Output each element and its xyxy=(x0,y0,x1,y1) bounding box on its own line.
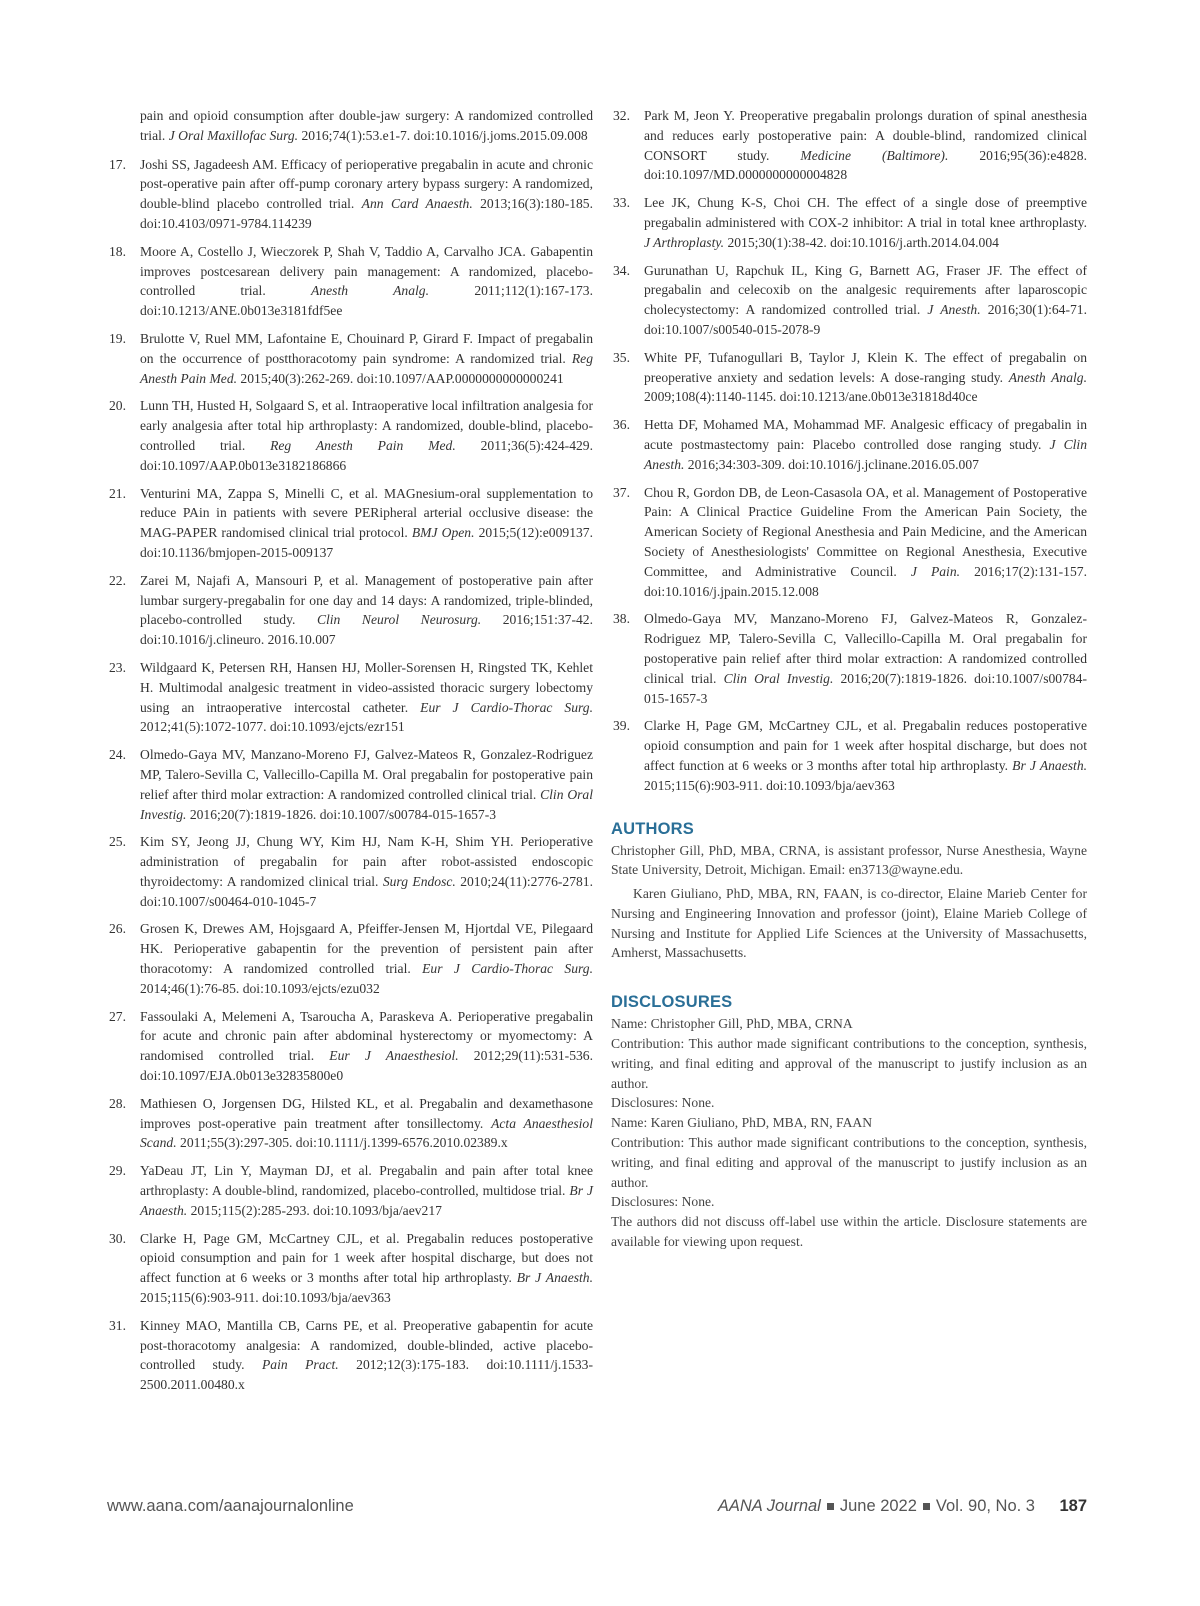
reference-number: 25. xyxy=(109,834,126,850)
reference-number: 33. xyxy=(613,195,630,211)
reference-number: 23. xyxy=(109,659,126,675)
reference-text: Olmedo-Gaya MV, Manzano-Moreno FJ, Galvez-Mateos R, Gonzalez-Rodriguez MP, Talero-Sevilla C, Vallecillo-Capilla M. Oral pregabalin for postoperative pain relief after third molar extraction: A randomized controlled clinical trial. xyxy=(644,611,1087,686)
reference-journal: Acta Anaesthesiol Scand. xyxy=(140,1115,593,1151)
reference-text: pain and opioid consumption after double-jaw surgery: A randomized controlled trial. xyxy=(140,108,593,143)
reference-text: White PF, Tufanogullari B, Taylor J, Klein K. The effect of pregabalin on preoperative anxiety and sedation levels: A dose-ranging study. xyxy=(644,349,1087,385)
reference-item xyxy=(107,1316,593,1395)
reference-text: Park M, Jeon Y. Preoperative pregabalin prolongs duration of spinal anesthesia and reduces early postoperative pain: A double-blind, randomized clinical CONSORT study. xyxy=(644,108,1087,163)
reference-number: 37. xyxy=(613,484,630,500)
reference-number: 35. xyxy=(613,349,630,365)
reference-journal: Clin Oral Investig. xyxy=(140,786,594,822)
reference-citation: 2016;95(36):e4828. doi:10.1097/MD.0000000000004828 xyxy=(644,147,1087,183)
reference-journal: BMJ Open. xyxy=(411,525,475,541)
reference-citation: 2015;40(3):262-269. doi:10.1097/AAP.0000000000000241 xyxy=(237,370,564,386)
reference-journal: Pain Pract. xyxy=(261,1357,339,1373)
reference-text: Chou R, Gordon DB, de Leon-Casasola OA, et al. Management of Postoperative Pain: A Clinical Practice Guideline From the American Pain Society, the American Society of Regional Anesthesia and Pain Medicine, and the American Society of Anesthesiologists' Committee on Regional Anesthesia, Executive Committee, and Administrative Council. xyxy=(644,484,1087,579)
authors-section xyxy=(611,820,1087,964)
page-number: 187 xyxy=(1059,1497,1087,1515)
reference-number: 27. xyxy=(109,1008,126,1024)
journal-url-link[interactable]: www.aana.com/aanajournalonline xyxy=(107,1497,354,1515)
reference-text: Clarke H, Page GM, McCartney CJL, et al. Pregabalin reduces postoperative opioid consumption and pain for 1 week after hospital discharge, but does not affect function at 6 weeks or 3 months after total hip arthroplasty. xyxy=(140,1230,593,1286)
reference-number: 31. xyxy=(109,1317,126,1333)
reference-number: 19. xyxy=(109,330,126,346)
reference-text: Wildgaard K, Petersen RH, Hansen HJ, Moller-Sorensen H, Ringsted TK, Kehlet H. Multimodal analgesic treatment in video-assisted thoracic surgery lobectomy using an intraoperative intercostal catheter. xyxy=(140,659,593,715)
reference-journal: Anesth Analg. xyxy=(311,283,429,299)
reference-text: Lee JK, Chung K-S, Choi CH. The effect of a single dose of preemptive pregabalin administered with COX-2 inhibitor: A trial in total knee arthroplasty. xyxy=(644,195,1087,230)
reference-citation: 2011;36(5):424-429. doi:10.1097/AAP.0b013e3182186866 xyxy=(140,437,593,473)
reference-text: Zarei M, Najafi A, Mansouri P, et al. Management of postoperative pain after lumbar surgery-pregabalin for one day and 14 days: A randomized, triple-blinded, placebo-controlled study. xyxy=(140,572,593,628)
reference-journal: Eur J Cardio-Thorac Surg. xyxy=(420,699,594,715)
reference-number: 20. xyxy=(109,398,126,414)
reference-text: Moore A, Costello J, Wieczorek P, Shah V, Taddio A, Carvalho JCA. Gabapentin improves postcesarean delivery pain management: A randomized, placebo-controlled trial. xyxy=(140,243,593,299)
reference-text: Joshi SS, Jagadeesh AM. Efficacy of perioperative pregabalin in acute and chronic post-operative pain after off-pump coronary artery bypass surgery: A randomized, double-blind placebo controlled trial. xyxy=(140,156,593,212)
left-column xyxy=(107,106,593,1403)
reference-citation: 2016;30(1):64-71. doi:10.1007/s00540-015-2078-9 xyxy=(644,302,1087,337)
reference-citation: 2016;34:303-309. doi:10.1016/j.jclinane.2016.05.007 xyxy=(684,456,979,472)
reference-journal: J Clin Anesth. xyxy=(644,436,1087,472)
reference-number: 26. xyxy=(109,921,126,937)
reference-journal: Ann Card Anaesth. xyxy=(361,196,473,212)
reference-number: 38. xyxy=(613,611,630,627)
reference-citation: 2015;115(2):285-293. doi:10.1093/bja/aev217 xyxy=(187,1202,442,1218)
disclosure-line: The authors did not discuss off-label use within the article. Disclosure statements are available for viewing upon request. xyxy=(611,1214,1087,1250)
reference-number: 28. xyxy=(109,1095,126,1111)
reference-text: Brulotte V, Ruel MM, Lafontaine E, Chouinard P, Girard F. Impact of pregabalin on the occurrence of postthoracotomy pain syndrome: A randomized trial. xyxy=(140,330,593,366)
reference-citation: 2012;29(11):531-536. doi:10.1097/EJA.0b013e32835800e0 xyxy=(140,1048,593,1084)
reference-number: 21. xyxy=(109,485,126,501)
reference-journal: J Oral Maxillofac Surg. xyxy=(168,127,299,143)
reference-item xyxy=(611,193,1087,252)
reference-journal: J Anesth. xyxy=(927,302,981,318)
volume-number: Vol. 90, No. 3 xyxy=(935,1497,1035,1515)
reference-item xyxy=(107,1007,593,1086)
disclosure-line: Disclosures: None. xyxy=(611,1095,715,1111)
reference-item xyxy=(107,484,593,563)
disclosure-line: Contribution: This author made significant contributions to the conception, synthesis, writing, and final editing and approval of the manuscript to justify inclusion as an author. xyxy=(611,1036,1087,1091)
reference-number: 32. xyxy=(613,108,630,123)
disclosure-line: Name: Christopher Gill, PhD, MBA, CRNA xyxy=(611,1016,853,1032)
reference-journal: Surg Endosc. xyxy=(382,873,456,889)
reference-citation: 2016;20(7):1819-1826. doi:10.1007/s00784-015-1657-3 xyxy=(186,806,497,822)
disclosure-line: Name: Karen Giuliano, PhD, MBA, RN, FAAN xyxy=(611,1115,873,1131)
author-bio-gill: Christopher Gill, PhD, MBA, CRNA, is assistant professor, Nurse Anesthesia, Wayne State University, Detroit, Michigan. Email: en3713@wayne.edu. xyxy=(611,842,1087,878)
reference-text: Kinney MAO, Mantilla CB, Carns PE, et al. Preoperative gabapentin for acute post-thoracotomy analgesia: A randomized, double-blinded, active placebo-controlled study. xyxy=(140,1317,593,1373)
reference-text: Lunn TH, Husted H, Solgaard S, et al. Intraoperative local infiltration analgesia for early analgesia after total hip arthroplasty: A randomized, double-blind, placebo-controlled trial. xyxy=(140,398,593,453)
reference-item xyxy=(107,832,593,911)
right-column xyxy=(611,106,1087,1252)
reference-number: 34. xyxy=(613,262,630,278)
reference-text: Mathiesen O, Jorgensen DG, Hilsted KL, et al. Pregabalin and dexamethasone improves post-operative pain treatment after tonsillectomy. xyxy=(140,1095,593,1131)
reference-journal: Eur J Cardio-Thorac Surg. xyxy=(422,961,593,977)
reference-citation: 2009;108(4):1140-1145. doi:10.1213/ane.0b013e31818d40ce xyxy=(644,389,978,405)
reference-text: Grosen K, Drewes AM, Hojsgaard A, Pfeiffer-Jensen M, Hjortdal VE, Pilegaard HK. Perioperative gabapentin for the prevention of persistent pain after thoracotomy: A randomized controlled trial. xyxy=(140,921,593,977)
reference-text: Fassoulaki A, Melemeni A, Tsaroucha A, Paraskeva A. Perioperative pregabalin for acute and chronic pain after abdominal hysterectomy or myomectomy: A randomised controlled trial. xyxy=(140,1008,593,1064)
authors-heading: AUTHORS xyxy=(611,819,694,838)
reference-item xyxy=(107,329,593,388)
reference-item xyxy=(611,415,1087,474)
reference-text: Venturini MA, Zappa S, Minelli C, et al. MAGnesium-oral supplementation to reduce PAin in patients with severe PERipheral arterial occlusive disease: the MAG-PAPER randomised clinical trial protocol. xyxy=(140,485,593,541)
reference-text: Clarke H, Page GM, McCartney CJL, et al. Pregabalin reduces postoperative opioid consumption and pain for 1 week after hospital discharge, but does not affect function at 6 weeks or 3 months after total hip arthroplasty. xyxy=(644,718,1087,773)
reference-citation: 2011;55(3):297-305. doi:10.1111/j.1399-6576.2010.02389.x xyxy=(176,1135,508,1151)
reference-item xyxy=(611,483,1087,602)
author-bio-giuliano: Karen Giuliano, PhD, MBA, RN, FAAN, is co-director, Elaine Marieb Center for Nursing and Engineering Innovation and professor (joint), Elaine Marieb College of Nursing and Institute for Applied Life Sciences at the University of Massachusetts, Amherst, Massachusetts. xyxy=(611,886,1087,961)
reference-item xyxy=(107,658,593,737)
reference-citation: 2014;46(1):76-85. doi:10.1093/ejcts/ezu032 xyxy=(140,980,380,996)
reference-citation: 2015;30(1):38-42. doi:10.1016/j.arth.2014.04.004 xyxy=(724,234,999,250)
reference-citation: 2012;12(3):175-183. doi:10.1111/j.1533-2500.2011.00480.x xyxy=(140,1357,593,1393)
separator-square-icon xyxy=(827,1503,834,1510)
reference-item xyxy=(107,919,593,998)
separator-square-icon xyxy=(923,1503,930,1510)
reference-citation: 2013;16(3):180-185. doi:10.4103/0971-9784.114239 xyxy=(140,196,594,231)
reference-journal: Medicine (Baltimore). xyxy=(800,147,949,163)
reference-journal: Clin Oral Investig. xyxy=(723,670,834,686)
reference-item xyxy=(611,716,1087,795)
reference-item xyxy=(107,1161,593,1220)
reference-number: 39. xyxy=(613,718,630,734)
reference-item xyxy=(107,745,593,824)
reference-journal: Reg Anesth Pain Med. xyxy=(270,437,456,453)
reference-citation: 2016;20(7):1819-1826. doi:10.1007/s00784-015-1657-3 xyxy=(644,670,1088,706)
reference-item xyxy=(107,106,593,146)
reference-journal: J Arthroplasty. xyxy=(644,234,725,250)
reference-text: Olmedo-Gaya MV, Manzano-Moreno FJ, Galvez-Mateos R, Gonzalez-Rodriguez MP, Talero-Sevilla C, Vallecillo-Capilla M. Oral pregabalin for postoperative pain relief after third molar extraction: A randomized controlled clinical trial. xyxy=(140,747,593,802)
reference-text: Kim SY, Jeong JJ, Chung WY, Kim HJ, Nam K-H, Shim YH. Perioperative administration of pregabalin for pain after robot-assisted endoscopic thyroidectomy: A randomized clinical trial. xyxy=(140,834,593,889)
reference-item xyxy=(611,261,1087,340)
journal-citation xyxy=(718,1497,1035,1516)
reference-journal: Anesth Analg. xyxy=(1008,369,1087,385)
reference-item xyxy=(611,348,1087,407)
reference-text: YaDeau JT, Lin Y, Mayman DJ, et al. Pregabalin and pain after total knee arthroplasty: A double-blind, randomized, placebo-controlled, multidose trial. xyxy=(140,1163,593,1199)
disclosure-line: Contribution: This author made significant contributions to the conception, synthesis, writing, and final editing and approval of the manuscript to justify inclusion as an author. xyxy=(611,1135,1087,1190)
reference-number: 29. xyxy=(109,1163,126,1179)
reference-citation: 2016;17(2):131-157. doi:10.1016/j.jpain.2015.12.008 xyxy=(644,563,1087,599)
reference-list-right xyxy=(611,106,1087,796)
reference-item xyxy=(107,1229,593,1308)
reference-text: Hetta DF, Mohamed MA, Mohammad MF. Analgesic efficacy of pregabalin in acute postmastectomy pain: Placebo controlled dose ranging study. xyxy=(644,417,1087,452)
reference-citation: 2015;5(12):e009137. doi:10.1136/bmjopen-2015-009137 xyxy=(140,525,593,560)
reference-item xyxy=(107,155,593,234)
reference-number: 22. xyxy=(109,572,126,588)
reference-item xyxy=(107,396,593,475)
disclosure-line: Disclosures: None. xyxy=(611,1194,715,1210)
reference-item xyxy=(611,106,1087,185)
disclosures-heading: DISCLOSURES xyxy=(611,993,733,1012)
journal-name: AANA Journal xyxy=(717,1497,821,1515)
reference-citation: 2012;41(5):1072-1077. doi:10.1093/ejcts/ezr151 xyxy=(140,719,405,735)
reference-citation: 2010;24(11):2776-2781. doi:10.1007/s00464-010-1045-7 xyxy=(140,873,593,909)
reference-number: 18. xyxy=(109,243,126,259)
reference-number: 24. xyxy=(109,747,126,763)
issue-date: June 2022 xyxy=(839,1497,917,1515)
disclosures-section xyxy=(611,993,1087,1252)
reference-journal: Br J Anaesth. xyxy=(140,1183,593,1218)
reference-journal: Eur J Anaesthesiol. xyxy=(329,1048,459,1064)
reference-number: 17. xyxy=(109,156,126,172)
reference-citation: 2016;74(1):53.e1-7. doi:10.1016/j.joms.2015.09.008 xyxy=(298,127,588,143)
reference-item xyxy=(107,1094,593,1153)
reference-journal: Br J Anaesth. xyxy=(1012,757,1088,773)
reference-item xyxy=(611,609,1087,708)
reference-item xyxy=(107,571,593,650)
reference-citation: 2011;112(1):167-173. doi:10.1213/ANE.0b013e3181fdf5ee xyxy=(140,283,593,319)
reference-journal: Br J Anaesth. xyxy=(516,1270,593,1286)
reference-citation: 2015;115(6):903-911. doi:10.1093/bja/aev363 xyxy=(140,1290,391,1306)
reference-number: 30. xyxy=(109,1230,126,1246)
reference-text: Gurunathan U, Rapchuk IL, King G, Barnett AG, Fraser JF. The effect of pregabalin and celecoxib on the analgesic requirements after laparoscopic cholecystectomy: A randomized controlled trial. xyxy=(644,262,1087,318)
reference-journal: J Pain. xyxy=(910,563,961,579)
reference-citation: 2015;115(6):903-911. doi:10.1093/bja/aev363 xyxy=(644,777,895,793)
reference-item xyxy=(107,242,593,321)
page-footer xyxy=(107,1497,1087,1527)
reference-journal: Reg Anesth Pain Med. xyxy=(140,350,593,386)
reference-number: 36. xyxy=(613,417,630,433)
reference-citation: 2016;151:37-42. doi:10.1016/j.clineuro. 2016.10.007 xyxy=(140,612,593,648)
reference-journal: Clin Neurol Neurosurg. xyxy=(316,612,482,628)
